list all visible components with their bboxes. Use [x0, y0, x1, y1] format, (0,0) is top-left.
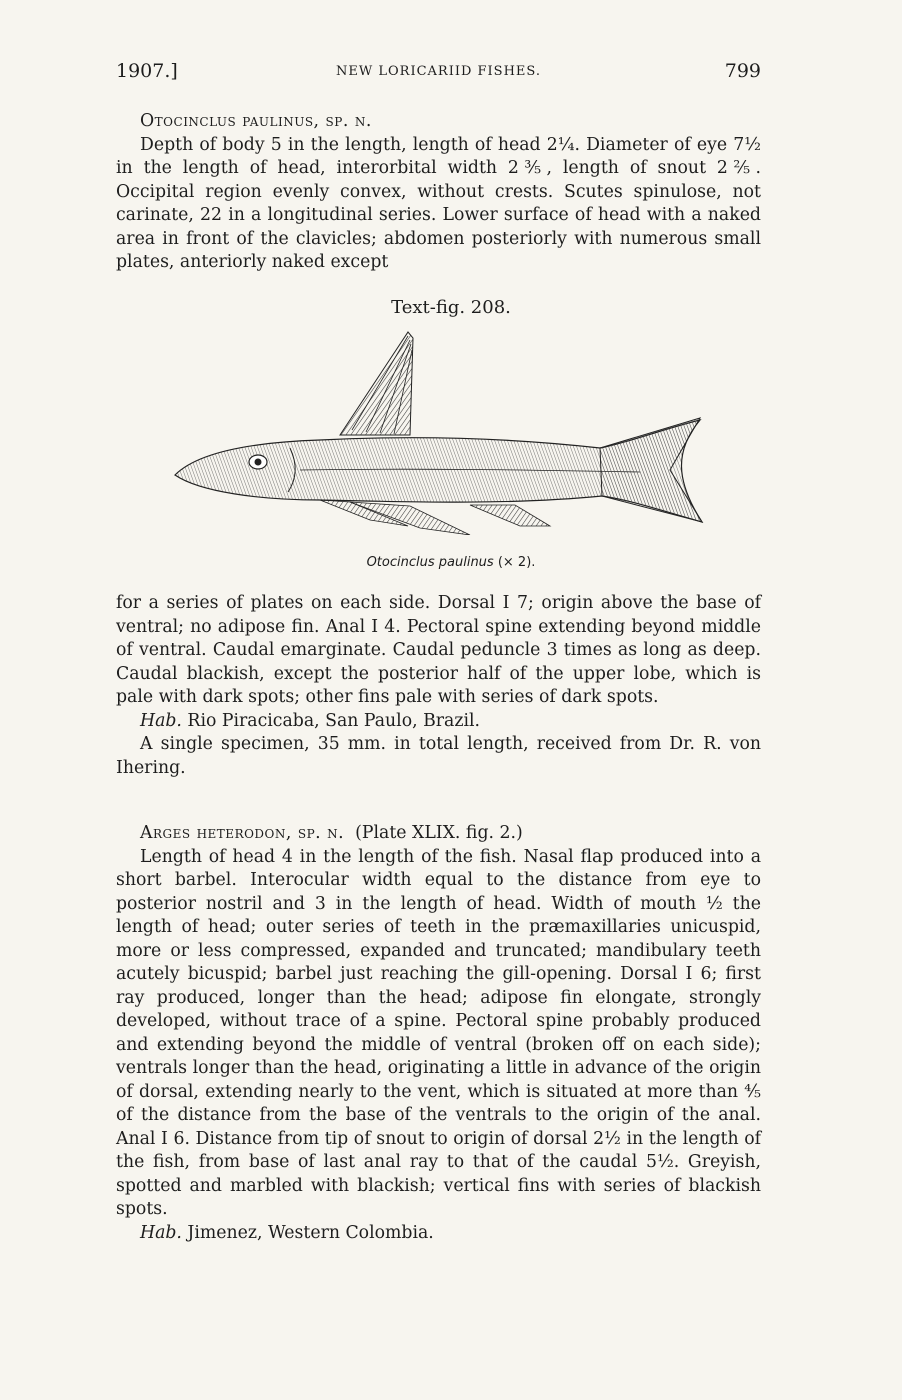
- species-heading-arges: [116, 822, 761, 846]
- header-title: NEW LORICARIID FISHES.: [336, 64, 541, 79]
- section-arges: [116, 822, 761, 1245]
- header-year: 1907.]: [116, 60, 178, 82]
- habitat-text: Rio Piracicaba, San Paulo, Brazil.: [181, 710, 481, 731]
- figure-caption-species: Otocinclus paulinus: [366, 555, 494, 570]
- anal-fin: [470, 505, 550, 526]
- fish-illustration: [170, 330, 710, 535]
- species-title: Otocinclus paulinus, sp. n.: [140, 111, 372, 131]
- habitat-label: Hab.: [140, 710, 182, 731]
- habitat-paragraph-2: [116, 1222, 761, 1246]
- habitat-text: Jimenez, Western Colombia.: [181, 1222, 434, 1243]
- figure-caption: [0, 555, 902, 570]
- figure-label: Text-fig. 208.: [391, 297, 511, 318]
- dorsal-fin: [340, 332, 413, 435]
- section-otocinclus-continued: [116, 592, 761, 780]
- habitat-paragraph-1: [116, 710, 761, 734]
- specimen-paragraph: A single specimen, 35 mm. in total length, received from Dr. R. von Ihering.: [116, 734, 761, 778]
- species-heading-otocinclus: [116, 110, 761, 134]
- section-otocinclus-intro: [116, 110, 761, 275]
- plate-reference: (Plate XLIX. fig. 2.): [355, 823, 523, 843]
- caudal-fin: [600, 418, 702, 522]
- description-paragraph-1: Depth of body 5 in the length, length of head 2¼. Diameter of eye 7½ in the length of head, interorbital width 2⅗, length of snout 2⅖. Occipital region evenly convex, without crests. Scutes spinulose, not carinate, 22 in a longitudinal series. Lower surface of head with a naked area in front of the clavicles; abdomen posteriorly with numerous small plates, anteriorly naked except: [116, 134, 761, 272]
- description-paragraph-2: for a series of plates on each side. Dorsal I 7; origin above the base of ventral; no adipose fin. Anal I 4. Pectoral spine extending beyond middle of ventral. Caudal emarginate. Caudal peduncle 3 times as long as deep. Caudal blackish, except the posterior half of the upper lobe, which is pale with dark spots; other fins pale with series of dark spots.: [116, 593, 761, 707]
- figure-caption-scale: (× 2).: [493, 555, 536, 570]
- habitat-label: Hab.: [140, 1222, 182, 1243]
- running-header: [116, 60, 761, 90]
- page-number: 799: [724, 60, 761, 82]
- description-paragraph-3: Length of head 4 in the length of the fish. Nasal flap produced into a short barbel. Interocular width equal to the distance from eye to posterior nostril and 3 in the length of head. Width of mouth ½ the length of head; outer series of teeth in the præmaxillaries unicuspid, more or less compressed, expanded and truncated; mandibulary teeth acutely bicuspid; barbel just reaching the gill-opening. Dorsal I 6; first ray produced, longer than the head; adipose fin elongate, strongly developed, without trace of a spine. Pectoral spine probably produced and extending beyond the middle of ventral (broken off on each side); ventrals longer than the head, originating a little in advance of the origin of dorsal, extending nearly to the vent, which is situated at more than ⅘ of the distance from the base of the ventrals to the origin of the anal. Anal I 6. Distance from tip of snout to origin of dorsal 2½ in the length of the fish, from base of last anal ray to that of the caudal 5½. Greyish, spotted and marbled with blackish; vertical fins with series of blackish spots.: [116, 846, 761, 1219]
- species-title: Arges heterodon, sp. n.: [140, 823, 345, 843]
